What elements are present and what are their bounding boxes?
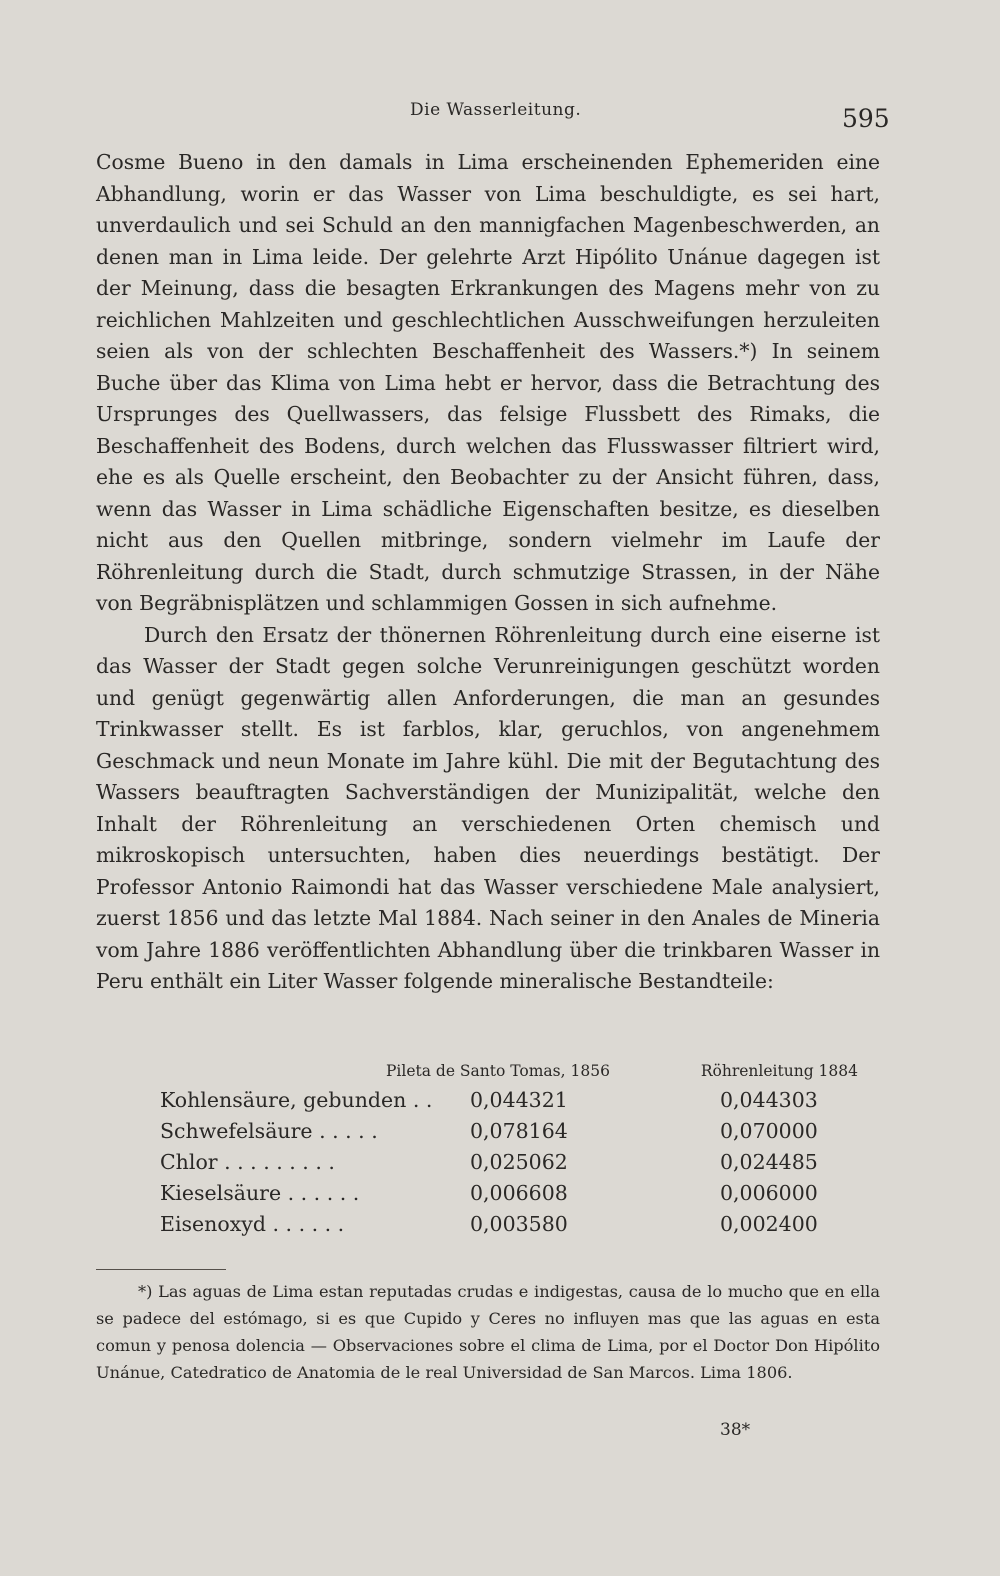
table-row (160, 1212, 820, 1243)
column-header-1884: Röhrenleitung 1884 (700, 1062, 858, 1080)
body-text (96, 147, 880, 998)
value-1884: 0,002400 (720, 1212, 818, 1236)
footnote (96, 1278, 880, 1386)
row-label: Chlor . . . . . . . . . (160, 1150, 335, 1174)
table-row (160, 1119, 820, 1150)
value-1884: 0,006000 (720, 1181, 818, 1205)
value-1884: 0,024485 (720, 1150, 818, 1174)
row-label: Kohlensäure, gebunden . . (160, 1088, 433, 1112)
value-1884: 0,070000 (720, 1119, 818, 1143)
table-row (160, 1150, 820, 1181)
row-label: Schwefelsäure . . . . . (160, 1119, 378, 1143)
table-header (386, 1062, 858, 1080)
value-1856: 0,003580 (470, 1212, 568, 1236)
table-row (160, 1088, 820, 1119)
value-1856: 0,006608 (470, 1181, 568, 1205)
value-1884: 0,044303 (720, 1088, 818, 1112)
row-label: Eisenoxyd . . . . . . (160, 1212, 345, 1236)
page-number: 595 (842, 104, 890, 133)
value-1856: 0,025062 (470, 1150, 568, 1174)
running-title: Die Wasserleitung. (410, 100, 582, 120)
footnote-divider (96, 1269, 226, 1270)
value-1856: 0,078164 (470, 1119, 568, 1143)
column-header-1856: Pileta de Santo Tomas, 1856 (386, 1062, 610, 1080)
mineral-table (160, 1088, 820, 1243)
paragraph-2: Durch den Ersatz der thönernen Röhrenleitung durch eine eiserne ist das Wasser der Stadt gegen solche Verunreinigungen geschützt worden und genügt gegenwärtig allen Anforderungen, die man an gesundes Trinkwasser stellt. Es ist farblos, klar, geruchlos, von angenehmem Geschmack und neun Monate im Jahre kühl. Die mit der Begutachtung des Wassers beauftragten Sachverständigen der Munizipalität, welche den Inhalt der Röhrenleitung an verschiedenen Orten chemisch und mikroskopisch untersuchten, haben dies neuerdings bestätigt. Der Professor Antonio Raimondi hat das Wasser verschiedene Male analysiert, zuerst 1856 und das letzte Mal 1884. Nach seiner in den Anales de Mineria vom Jahre 1886 veröffentlichten Abhandlung über die trinkbaren Wasser in Peru enthält ein Liter Wasser folgende mineralische Bestandteile: (96, 622, 880, 993)
table-row (160, 1181, 820, 1212)
row-label: Kieselsäure . . . . . . (160, 1181, 360, 1205)
value-1856: 0,044321 (470, 1088, 568, 1112)
footnote-text: *) Las aguas de Lima estan reputadas crudas e indigestas, causa de lo mucho que en ella se padece del estómago, si es que Cupido y Ceres no influyen mas que las aguas en esta comun y penosa dolencia — Observaciones sobre el clima de Lima, por el Doctor Don Hipólito Unánue, Catedratico de Anatomia de le real Universidad de San Marcos. Lima 1806. (96, 1282, 880, 1382)
printer-signature: 38* (720, 1420, 751, 1440)
paragraph-1: Cosme Bueno in den damals in Lima erscheinenden Ephemeriden eine Abhandlung, worin er das Wasser von Lima beschuldigte, es sei hart, unverdaulich und sei Schuld an den mannigfachen Magenbeschwerden, an denen man in Lima leide. Der gelehrte Arzt Hipólito Unánue dagegen ist der Meinung, dass die besagten Erkrankungen des Magens mehr von zu reichlichen Mahlzeiten und geschlechtlichen Ausschweifungen herzuleiten seien als von der schlechten Beschaffenheit des Wassers.*) In seinem Buche über das Klima von Lima hebt er hervor, dass die Betrachtung des Ursprunges des Quellwassers, das felsige Flussbett des Rimaks, die Beschaffenheit des Bodens, durch welchen das Flusswasser filtriert wird, ehe es als Quelle erscheint, den Beobachter zu der Ansicht führen, dass, wenn das Wasser in Lima schädliche Eigenschaften besitze, es dieselben nicht aus den Quellen mitbringe, sondern vielmehr im Laufe der Röhrenleitung durch die Stadt, durch schmutzige Strassen, in der Nähe von Begräbnisplätzen und schlammigen Gossen in sich aufnehme. (96, 150, 880, 615)
